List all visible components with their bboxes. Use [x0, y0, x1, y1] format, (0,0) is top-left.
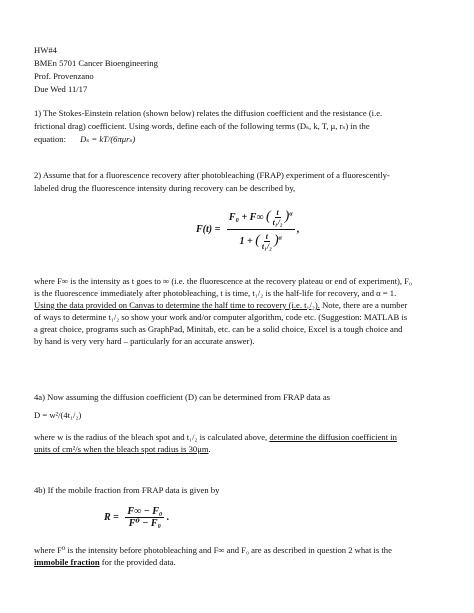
stokes-einstein-equation: Dₛ = kT/(6πμrₛ): [80, 134, 136, 144]
q2-para-line-5: a great choice, programs such as GraphPad, Minitab, etc. can be a solid choice, Excel is a tough choice and: [34, 324, 403, 334]
q2-para-line-2: is the fluorescence immediately after photobleaching, t is time, t₁/₂ is the half-life for recovery, and α = 1.: [34, 288, 397, 298]
q4b-para-line-1: where F⁰ is the intensity before photobleaching and F∞ and F₀ are as described in question 2 what is the: [34, 545, 392, 555]
frap-eq-fraction: F₀ + F∞ ( $\frac{t}{\text{t₁/₂}}$ )$^\alpha$ 1 + ( $\frac{t}{\text{t₁/₂}}$ )$^\alpha$: [228, 208, 293, 251]
q4a-task-underlined: determine the diffusion coefficient in: [269, 432, 397, 442]
q1-line-1: 1) The Stokes-Einstein relation (shown below) relates the diffusion coefficient and the resistance (i.e.: [34, 108, 383, 118]
q4a-line-1: 4a) Now assuming the diffusion coefficient (D) can be determined from FRAP data as: [34, 392, 331, 402]
mf-eq-dot: .: [166, 512, 170, 523]
q2-para-line-3: [34, 300, 407, 310]
frap-equation: [196, 208, 300, 251]
mf-eq-lhs: R =: [104, 512, 119, 523]
mf-eq-numerator: F∞ − F₀: [127, 506, 163, 517]
q4a-period: .: [208, 444, 211, 454]
course-title: BMEn 5701 Cancer Bioengineering: [34, 58, 158, 68]
q2-para-line-6: by hand is very very hard – particularly for an accurate answer).: [34, 336, 255, 346]
immobile-fraction-term: immobile fraction: [34, 557, 100, 567]
frap-eq-t-den: t: [265, 232, 269, 241]
q4a-units-underlined: units of cm²/s when the bleach spot radius is 30μm: [34, 444, 209, 454]
homework-number: HW#4: [34, 45, 57, 55]
frap-eq-alpha-den: α: [278, 235, 282, 242]
q4b-tail: for the provided data.: [99, 557, 176, 567]
q2-para-line-1: where F∞ is the intensity as t goes to ∞ (i.e. the fluorescence at the recovery plateau or end of experiment), F₀: [34, 276, 412, 286]
q1-line-3: [34, 134, 135, 144]
frap-eq-alpha: α: [289, 211, 293, 218]
equation-label: equation:: [34, 134, 66, 144]
mf-eq-fraction: [125, 506, 164, 529]
q2-para-line-4: of ways to determine t₁/₂ so show your work and/or computer algorithm, code etc. (Suggestion: MATLAB is: [34, 312, 408, 322]
frap-eq-lhs: F(t) =: [196, 224, 221, 235]
q2-note: Note, there are a number: [319, 300, 408, 310]
frap-eq-num-terms: F₀ + F∞: [228, 211, 264, 223]
q4b-para-line-2: [34, 557, 176, 567]
frap-eq-thalf-den: t₁/₂: [261, 242, 272, 251]
q2-instruction-underlined: Using the data provided on Canvas to determine the half time to recovery (i.e. t₁/₂).: [34, 300, 320, 310]
mobile-fraction-equation: [104, 506, 169, 529]
mf-eq-denominator: F⁰ − F₀: [128, 518, 162, 529]
frap-eq-thalf: t₁/₂: [272, 218, 283, 227]
q2-line-1: 2) Assume that for a fluorescence recovery after photobleaching (FRAP) experiment of a fluorescently-: [34, 170, 390, 180]
q1-line-2: frictional drag) coefficient. Using words, define each of the following terms (Dₛ, k, T, μ, rₛ) in the: [34, 121, 370, 131]
frap-eq-t: t: [276, 208, 279, 217]
q4b-line-1: 4b) If the mobile fraction from FRAP data is given by: [34, 485, 220, 495]
diffusion-equation: D = w²/(4t₁/₂): [34, 410, 82, 420]
q4a-text: where w is the radius of the bleach spot and t₁/₂ is calculated above,: [34, 432, 270, 442]
frap-eq-den-terms: 1 +: [239, 235, 253, 247]
q4a-para-line-1: [34, 432, 397, 442]
q2-line-2: labeled drug the fluorescence intensity during recovery can be described by,: [34, 183, 296, 193]
q4a-para-line-2: [34, 444, 211, 454]
frap-eq-comma: ,: [297, 224, 300, 235]
professor-name: Prof. Provenzano: [34, 71, 94, 81]
due-date: Due Wed 11/17: [34, 84, 88, 94]
